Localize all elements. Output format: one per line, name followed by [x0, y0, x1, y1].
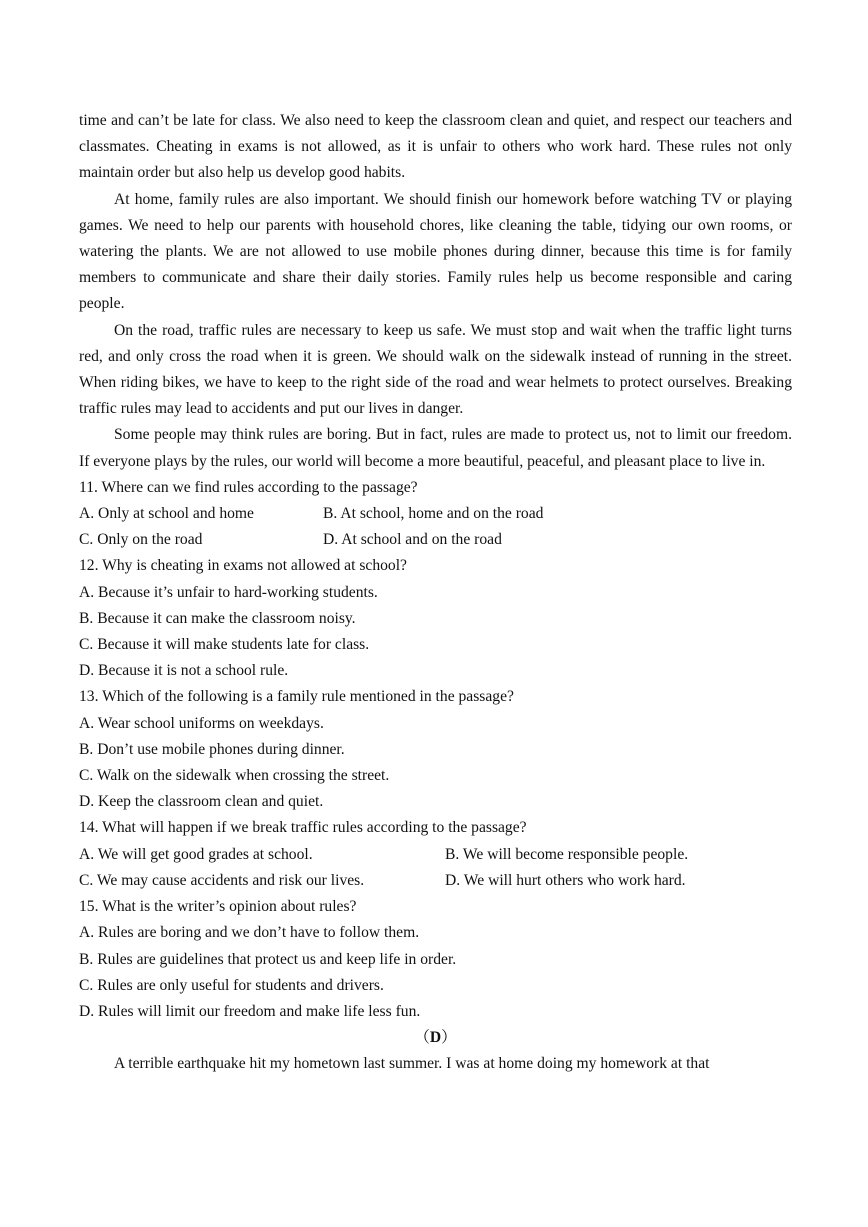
question-12-option-c: C. Because it will make students late for class.: [79, 636, 370, 654]
question-11-option-c: C. Only on the road: [79, 531, 203, 549]
question-14-options-row-2: [79, 868, 792, 894]
question-11-option-b: B. At school, home and on the road: [323, 505, 544, 523]
passage-paragraph-4: Some people may think rules are boring. But in fact, rules are made to protect us, not to limit our freedom. If everyone plays by the rules, our world will become a more beautiful, peaceful, and pleasant place to live in.: [79, 426, 792, 470]
question-14-options-row-1: [79, 842, 792, 868]
passage-paragraph-3: On the road, traffic rules are necessary to keep us safe. We must stop and wait when the traffic light turns red, and only cross the road when it is green. We should walk on the sidewalk instead of running in the street. When riding bikes, we have to keep to the right side of the road and wear helmets to protect ourselves. Breaking traffic rules may lead to accidents and put our lives in danger.: [79, 321, 792, 418]
question-14-option-d: D. We will hurt others who work hard.: [445, 871, 686, 889]
question-12-stem: 12. Why is cheating in exams not allowed at school?: [79, 557, 407, 575]
question-14-option-a: A. We will get good grades at school.: [79, 845, 313, 863]
question-15-option-b: B. Rules are guidelines that protect us and keep life in order.: [79, 950, 457, 968]
question-13-stem: 13. Which of the following is a family rule mentioned in the passage?: [79, 688, 514, 706]
question-11-options-row-2: [79, 527, 792, 553]
question-14-option-b: B. We will become responsible people.: [445, 845, 689, 863]
section-d-close-paren: ）: [441, 1029, 457, 1047]
question-11-stem: 11. Where can we find rules according to the passage?: [79, 478, 418, 496]
question-12-option-d: D. Because it is not a school rule.: [79, 662, 289, 680]
question-13-option-c: C. Walk on the sidewalk when crossing the street.: [79, 767, 390, 785]
section-d-title: [79, 1025, 792, 1051]
question-15-stem: 15. What is the writer’s opinion about rules?: [79, 898, 357, 916]
question-12-option-b: B. Because it can make the classroom noisy.: [79, 609, 356, 627]
document-page: [79, 108, 792, 1078]
section-d-paragraph-1: A terrible earthquake hit my hometown last summer. I was at home doing my homework at that: [114, 1055, 710, 1073]
question-15-option-a: A. Rules are boring and we don’t have to follow them.: [79, 924, 420, 942]
question-13-option-a: A. Wear school uniforms on weekdays.: [79, 714, 324, 732]
passage-paragraph-2: At home, family rules are also important. We should finish our homework before watching TV or playing games. We need to help our parents with household chores, like cleaning the table, tidying our own rooms, or watering the plants. We are not allowed to use mobile phones during dinner, because this time is for family members to communicate and share their daily stories. Family rules help us become responsible and caring people.: [79, 190, 792, 313]
question-11-option-d: D. At school and on the road: [323, 531, 502, 549]
question-12-option-a: A. Because it’s unfair to hard-working students.: [79, 583, 378, 601]
section-d-open-paren: （: [414, 1029, 430, 1047]
section-d-letter: D: [429, 1029, 442, 1047]
question-15-option-d: D. Rules will limit our freedom and make life less fun.: [79, 1002, 421, 1020]
question-11-option-a: A. Only at school and home: [79, 505, 254, 523]
question-13-option-b: B. Don’t use mobile phones during dinner.: [79, 740, 345, 758]
question-14-stem: 14. What will happen if we break traffic rules according to the passage?: [79, 819, 527, 837]
question-15-option-c: C. Rules are only useful for students and drivers.: [79, 976, 384, 994]
question-14-option-c: C. We may cause accidents and risk our lives.: [79, 871, 365, 889]
question-11-options-row-1: [79, 501, 792, 527]
passage-paragraph-1: time and can’t be late for class. We also need to keep the classroom clean and quiet, and respect our teachers and classmates. Cheating in exams is not allowed, as it is unfair to others who work hard. These rules not only maintain order but also help us develop good habits.: [79, 112, 792, 182]
question-13-option-d: D. Keep the classroom clean and quiet.: [79, 793, 324, 811]
